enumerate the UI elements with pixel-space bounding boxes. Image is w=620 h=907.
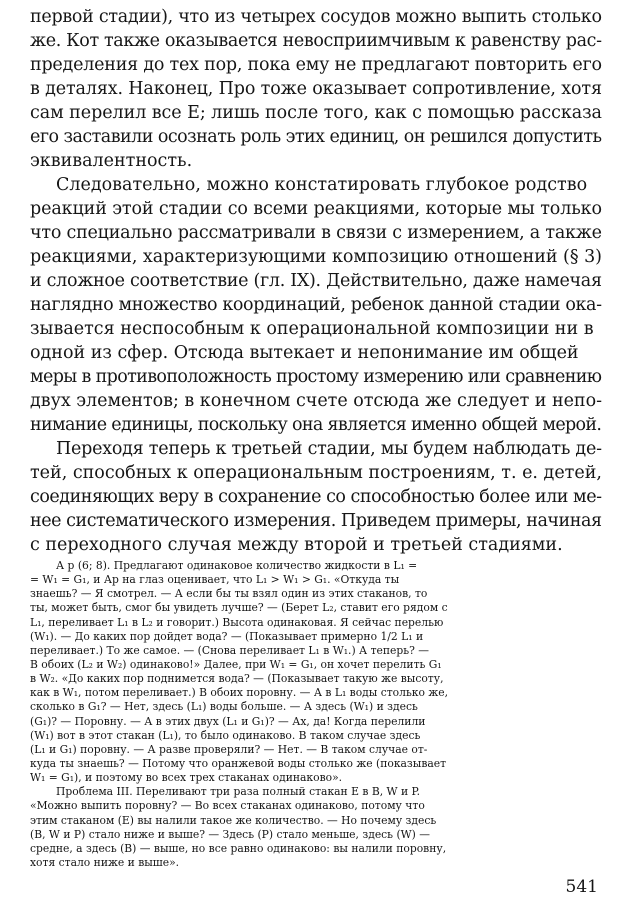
- text-line: пределения до тех пор, пока ему не предлагают повторить его: [30, 55, 602, 75]
- text-line: «Можно выпить поровну? — Во всех стаканах одинаково, потому что: [30, 799, 425, 813]
- text-line: что специально рассматривали в связи с измерением, а также: [30, 223, 602, 243]
- text-line: Переходя теперь к третьей стадии, мы будем наблюдать де-: [56, 439, 602, 459]
- text-line: нее систематического измерения. Приведем примеры, начиная: [30, 511, 602, 531]
- text-line: (G₁)? — Поровну. — А в этих двух (L₁ и G₁)? — Ах, да! Когда перелили: [30, 714, 426, 728]
- text-line: переливает.) То же самое. — (Снова переливает L₁ в W₁.) А теперь? —: [30, 643, 430, 657]
- text-line: (L₁ и G₁) поровну. — А разве проверяли? — Нет. — В таком случае от-: [30, 742, 428, 756]
- text-line: А р (6; 8). Предлагают одинаковое количество жидкости в L₁ =: [56, 559, 418, 572]
- text-line: реакциями, характеризующими композицию отношений (§ 3): [30, 247, 602, 267]
- text-line: средне, а здесь (B) — выше, но все равно одинаково: вы налили поровну,: [30, 841, 447, 855]
- text-line: соединяющих веру в сохранение со способностью более или ме-: [30, 487, 602, 507]
- text-line: (W₁). — До каких пор дойдет вода? — (Показывает примерно 1/2 L₁ и: [30, 629, 424, 643]
- text-line: эквивалентность.: [30, 151, 193, 171]
- text-line: Следовательно, можно констатировать глубокое родство: [56, 175, 588, 195]
- text-line: как в W₁, потом переливает.) В обоих поровну. — А в L₁ воды столько же,: [30, 686, 449, 700]
- text-line: одной из сфер. Отсюда вытекает и непонимание им общей: [30, 343, 579, 363]
- text-line: в деталях. Наконец, Про тоже оказывает сопротивление, хотя: [30, 79, 602, 99]
- text-line: и сложное соответствие (гл. IX). Действительно, даже намечая: [30, 271, 602, 291]
- text-line: L₁, переливает L₁ в L₂ и говорит.) Высота одинаковая. Я сейчас перелью: [30, 615, 444, 629]
- text-line: сколько в G₁? — Нет, здесь (L₁) воды больше. — А здесь (W₁) и здесь: [30, 700, 418, 714]
- text-line: реакций этой стадии со всеми реакциями, которые мы только: [30, 199, 602, 219]
- text-line: этим стаканом (E) вы налили такое же количество. — Но почему здесь: [30, 813, 437, 827]
- text-line: ты, может быть, смог бы увидеть лучше? — (Берет L₂, ставит его рядом с: [30, 601, 448, 615]
- page-number: 541: [565, 877, 598, 897]
- text-line: нимание единицы, поскольку она является именно общей мерой.: [30, 415, 602, 435]
- text-line: двух элементов; в конечном счете отсюда же следует и непо-: [30, 391, 602, 411]
- text-line: зывается неспособным к операциональной композиции ни в: [30, 319, 594, 339]
- text-line: первой стадии), что из четырех сосудов можно выпить столько: [30, 7, 602, 27]
- text-line: W₁ = G₁), и поэтому во всех трех стаканах одинаково».: [30, 771, 343, 785]
- text-line: хотя стало ниже и выше».: [30, 856, 180, 869]
- text-line: = W₁ = G₁, и Ар на глаз оценивает, что L₁ > W₁ > G₁. «Откуда ты: [30, 573, 400, 587]
- text-line: в W₂. «До каких пор поднимется вода? — (Показывает такую же высоту,: [30, 672, 444, 686]
- text-line: его заставили осознать роль этих единиц, он решился допустить: [30, 127, 602, 147]
- text-line: В обоих (L₂ и W₂) одинаково!» Далее, при W₁ = G₁, он хочет перелить G₁: [30, 658, 442, 671]
- text-line: тей, способных к операциональным построениям, т. е. детей,: [30, 463, 602, 483]
- text-line: же. Кот также оказывается невосприимчивым к равенству рас-: [30, 31, 602, 51]
- text-line: с переходного случая между второй и третьей стадиями.: [30, 535, 563, 555]
- text-line: наглядно множество координаций, ребенок данной стадии ока-: [30, 295, 602, 315]
- text-line: (B, W и P) стало ниже и выше? — Здесь (P) стало меньше, здесь (W) —: [30, 827, 430, 841]
- text-line: Проблема III. Переливают три раза полный стакан E в B, W и P.: [56, 785, 421, 799]
- text-line: сам перелил все E; лишь после того, как с помощью рассказа: [30, 103, 602, 123]
- text-line: куда ты знаешь? — Потому что оранжевой воды столько же (показывает: [30, 757, 447, 770]
- text-line: знаешь? — Я смотрел. — А если бы ты взял один из этих стаканов, то: [30, 587, 428, 601]
- text-line: меры в противоположность простому измерению или сравнению: [30, 367, 602, 387]
- text-line: (W₁) вот в этот стакан (L₁), то было одинаково. В таком случае здесь: [30, 728, 421, 742]
